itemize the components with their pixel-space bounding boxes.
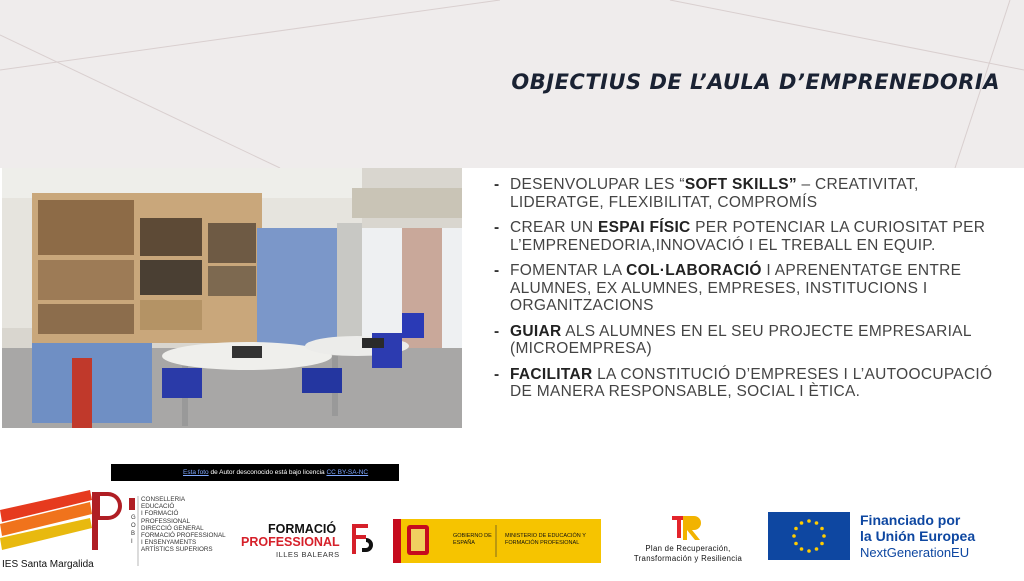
recovery-plan-logo xyxy=(618,510,758,566)
ies-fp-logo xyxy=(0,488,126,576)
classroom-photo xyxy=(2,168,462,428)
list-item xyxy=(494,219,1004,254)
license-link[interactable]: CC BY-SA-NC xyxy=(326,469,369,476)
bullet-emphasis: ESPAI FÍSIC xyxy=(597,219,691,236)
ministerio-text: MINISTERIO DE EDUCACIÓN Y FORMACIÓN PROFESIONAL xyxy=(505,533,586,546)
gobi-letters: G O B I xyxy=(131,515,136,545)
bullet-text: – CREATIVITAT, LIDERATGE, FLEXIBILITAT, COMPROMÍS xyxy=(510,176,919,211)
bullet-emphasis: GUIAR xyxy=(510,322,562,340)
license-text: de Autor desconocido está bajo licencia xyxy=(208,469,327,476)
gov-line: PROFESSIONAL xyxy=(141,517,190,525)
gov-line: FORMACIÓ PROFESSIONAL xyxy=(141,532,226,540)
eu-line3: NextGenerationEU xyxy=(860,545,970,560)
plan-line1: Plan de Recuperación, xyxy=(645,544,731,553)
fp-illes-balears-logo xyxy=(238,522,378,559)
fp-mark-icon xyxy=(352,524,374,554)
ministry-logo xyxy=(393,519,601,563)
gobierno-text: GOBIERNO DE ESPAÑA xyxy=(453,533,492,546)
bullet-text: FOMENTAR LA xyxy=(510,262,627,279)
photo-link[interactable]: Esta foto xyxy=(183,469,209,476)
list-item xyxy=(494,176,1004,211)
fp-line1: FORMACIÓ xyxy=(268,522,337,536)
header-band xyxy=(0,0,1024,168)
bullet-dash: - xyxy=(494,322,500,340)
gov-line: DIRECCIÓ GENERAL xyxy=(141,524,204,532)
slide-title: OBJECTIUS DE L’AULA D’EMPRENEDORIA xyxy=(511,70,1000,94)
gov-line: CONSELLERIA xyxy=(141,496,186,503)
gov-line: EDUCACIÓ xyxy=(141,503,175,511)
tr-emblem-icon xyxy=(670,512,706,542)
bullet-emphasis: SOFT SKILLS” xyxy=(684,176,797,193)
eu-funding-logo xyxy=(768,512,1024,560)
bullet-emphasis: COL·LABORACIÓ xyxy=(626,262,762,279)
bullet-text: PER POTENCIAR LA CURIOSITAT PER L’EMPRENEDORIA,INNOVACIÓ I EL TREBALL EN EQUIP. xyxy=(510,219,986,254)
eu-flag-icon xyxy=(768,512,850,560)
bullet-text: ALS ALUMNES EN EL SEU PROJECTE EMPRESARIAL (MICROEMPRESA) xyxy=(510,322,972,357)
bullet-dash: - xyxy=(494,262,500,279)
bullet-text: LA CONSTITUCIÓ D’EMPRESES I L’AUTOOCUPACIÓ DE MANERA RESPONSABLE, SOCIAL I ÈTICA. xyxy=(510,365,993,400)
fp-line3: ILLES BALEARS xyxy=(276,550,340,559)
ies-name: IES Santa Margalida xyxy=(2,559,94,570)
sponsor-logos xyxy=(0,488,1024,576)
plan-line2: Transformación y Resiliencia xyxy=(633,554,743,563)
list-item xyxy=(494,366,1004,401)
bullet-emphasis: FACILITAR xyxy=(510,365,593,383)
gov-line: I FORMACIÓ xyxy=(141,510,179,518)
list-item xyxy=(494,323,1004,358)
bullet-dash: - xyxy=(494,365,500,383)
list-item xyxy=(494,262,1004,315)
eu-line2: la Unión Europea xyxy=(860,528,976,544)
gov-line: ARTÍSTICS SUPERIORS xyxy=(141,546,213,554)
bullet-dash: - xyxy=(494,219,500,236)
eu-line1: Financiado por xyxy=(860,512,961,528)
gov-line: I ENSENYAMENTS xyxy=(141,539,197,547)
bullet-dash: - xyxy=(494,176,500,193)
fp-line2: PROFESSIONAL xyxy=(241,535,340,549)
bullet-text: DESENVOLUPAR LES “ xyxy=(510,176,685,193)
objectives-list xyxy=(494,176,1004,409)
photo-license-caption xyxy=(111,464,399,481)
bullet-text: CREAR UN xyxy=(510,219,598,236)
bullet-text: I APRENENTATGE ENTRE ALUMNES, EX ALUMNES, EMPRESES, INSTITUCIONS I ORGANITZACIONS xyxy=(510,262,962,314)
